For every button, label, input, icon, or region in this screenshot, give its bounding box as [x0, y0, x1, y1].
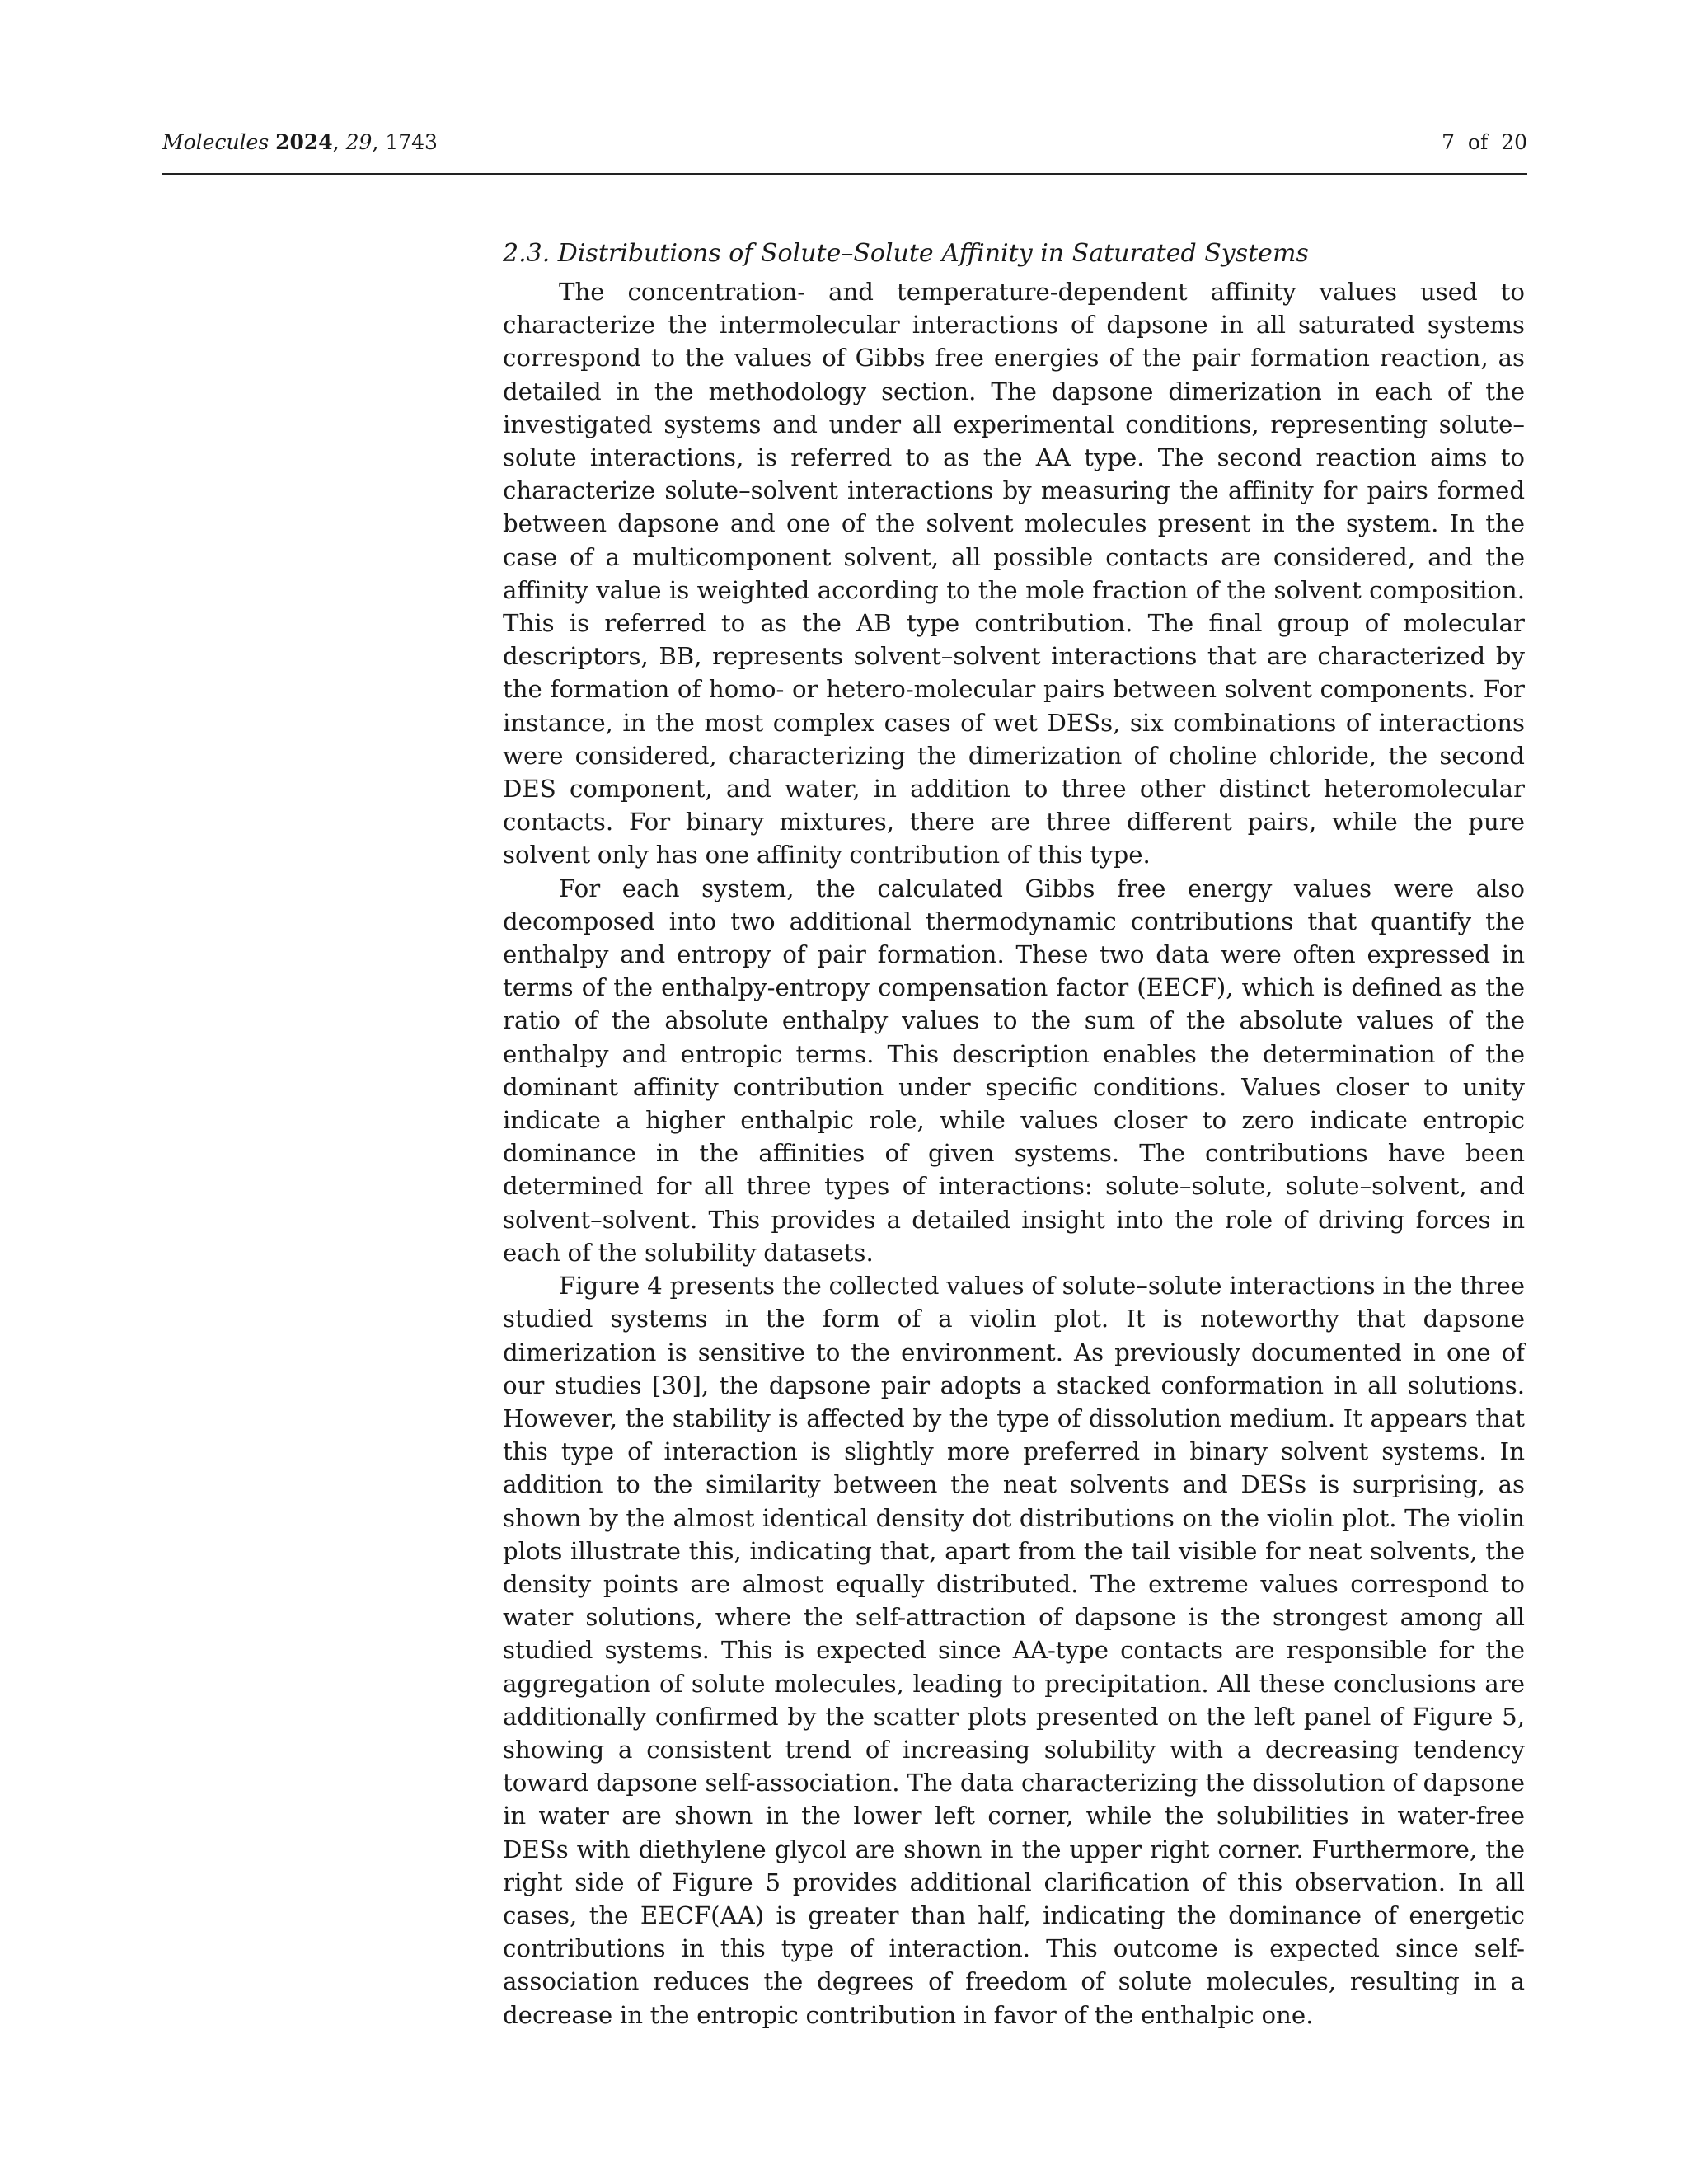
paragraph-1: The concentration- and temperature-dependent affinity values used to characterize the intermolecular interactions of dapsone in all saturated systems correspond to the values of Gibbs free energies of the pair formation reaction, as detailed in the methodology section. The dapsone dimerization in each of the investigated systems and under all experimental conditions, representing solute–solute interactions, is referred to as the AA type. The second reaction aims to characterize solute–solvent interactions by measuring the affinity for pairs formed between dapsone and one of the solvent molecules present in the system. In the case of a multicomponent solvent, all possible contacts are considered, and the affinity value is weighted according to the mole fraction of the solvent composition. This is referred to as the AB type contribution. The final group of molecular descriptors, BB, represents solvent–solvent interactions that are characterized by the formation of homo- or hetero-molecular pairs between solvent components. For instance, in the most complex cases of wet DESs, six combinations of interactions were considered, characterizing the dimerization of choline chloride, the second DES component, and water, in addition to three other distinct heteromolecular contacts. For binary mixtures, there are three different pairs, while the pure solvent only has one affinity contribution of this type. [503, 278, 1525, 869]
journal-year: 2024 [275, 130, 333, 154]
page-number [1442, 130, 1527, 154]
journal-name: Molecules [162, 130, 270, 154]
page-header [162, 130, 1527, 175]
journal-volume: 29 [345, 130, 373, 154]
page-total: 20 [1501, 130, 1527, 154]
paragraph-3: Figure 4 presents the collected values of solute–solute interactions in the three studied systems in the form of a violin plot. It is noteworthy that dapsone dimerization is sensitive to the environment. As previously documented in one of our studies [30], the dapsone pair adopts a stacked conformation in all solutions. However, the stability is affected by the type of dissolution medium. It appears that this type of interaction is slightly more preferred in binary solvent systems. In addition to the similarity between the neat solvents and DESs is surprising, as shown by the almost identical density dot distributions on the violin plot. The violin plots illustrate this, indicating that, apart from the tail visible for neat solvents, the density points are almost equally distributed. The extreme values correspond to water solutions, where the self-attraction of dapsone is the strongest among all studied systems. This is expected since AA-type contacts are responsible for the aggregation of solute molecules, leading to precipitation. All these conclusions are additionally confirmed by the scatter plots presented on the left panel of Figure 5, showing a consistent trend of increasing solubility with a decreasing tendency toward dapsone self-association. The data characterizing the dissolution of dapsone in water are shown in the lower left corner, while the solubilities in water-free DESs with diethylene glycol are shown in the upper right corner. Furthermore, the right side of Figure 5 provides additional clarification of this observation. In all cases, the EECF(AA) is greater than half, indicating the dominance of energetic contributions in this type of interaction. This outcome is expected since self-association reduces the degrees of freedom of solute molecules, resulting in a decrease in the entropic contribution in favor of the enthalpic one. [503, 1272, 1525, 2029]
main-content [503, 237, 1525, 2032]
page-of: of [1467, 130, 1489, 154]
journal-citation: Molecules 2024, 29, 1743 [162, 130, 438, 154]
section-heading: 2.3. Distributions of Solute–Solute Affinity in Saturated Systems [503, 239, 1309, 268]
paragraph-2: For each system, the calculated Gibbs free energy values were also decomposed into two additional thermodynamic contributions that quantify the enthalpy and entropy of pair formation. These two data were often expressed in terms of the enthalpy-entropy compensation factor (EECF), which is defined as the ratio of the absolute enthalpy values to the sum of the absolute values of the enthalpy and entropic terms. This description enables the determination of the dominant affinity contribution under specific conditions. Values closer to unity indicate a higher enthalpic role, while values closer to zero indicate entropic dominance in the affinities of given systems. The contributions have been determined for all three types of interactions: solute–solute, solute–solvent, and solvent–solvent. This provides a detailed insight into the role of driving forces in each of the solubility datasets. [503, 874, 1525, 1267]
article-number: 1743 [385, 130, 438, 154]
page-current: 7 [1442, 130, 1455, 154]
